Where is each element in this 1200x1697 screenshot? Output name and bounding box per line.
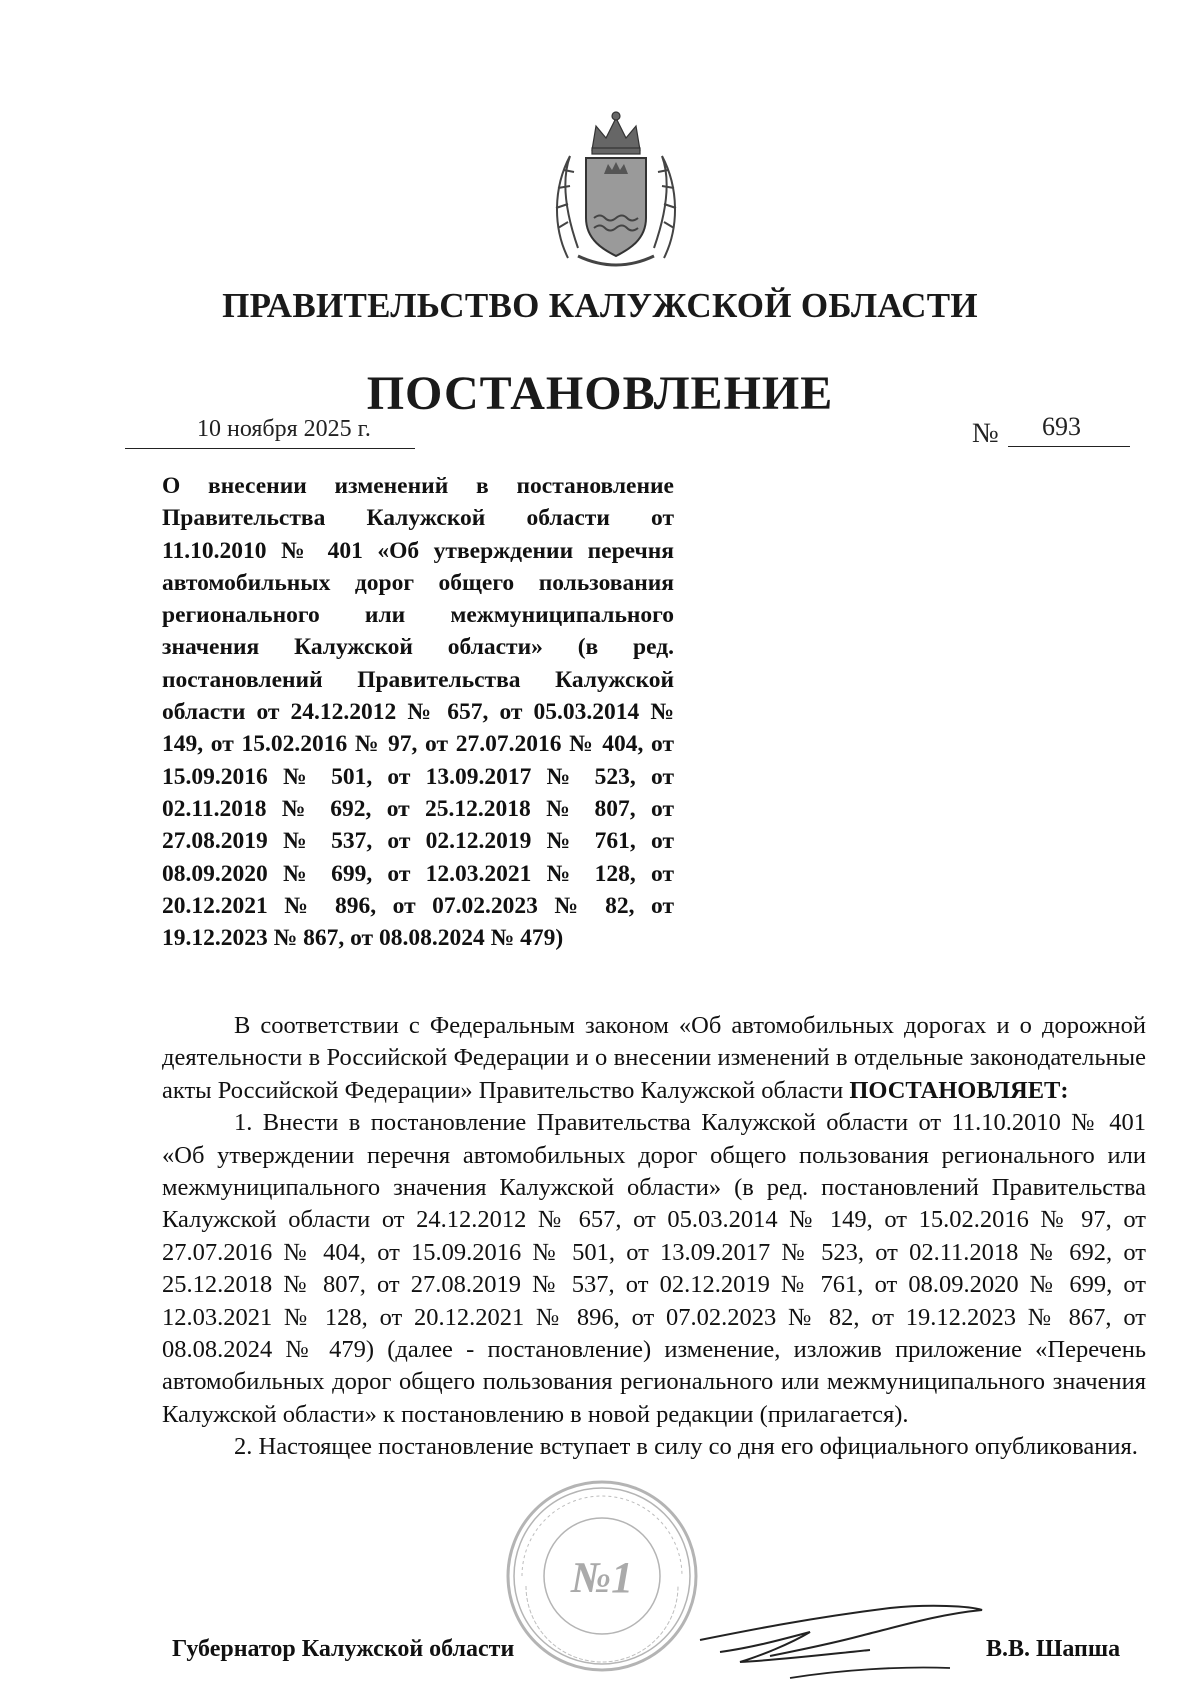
- subject-text: О внесении изменений в постановление Правительства Калужской области от 11.10.2010 № 401 «Об утверждении перечня автомобильных дорог общего пользования регионального или межмуниципального значения Калужской области» (в ред. постановлений Правительства Калужской области от 24.12.2012 № 657, от 05.03.2014 № 149, от 15.02.2016 № 97, от 27.07.2016 № 404, от 15.09.2016 № 501, от 13.09.2017 № 523, от 02.11.2018 № 692, от 25.12.2018 № 807, от 27.08.2019 № 537, от 02.12.2019 № 761, от 08.09.2020 № 699, от 12.03.2021 № 128, от 20.12.2021 № 896, от 07.02.2023 № 82, от 19.12.2023 № 867, от 08.08.2024 № 479): [162, 473, 674, 952]
- official-stamp: [502, 1476, 702, 1676]
- document-date: 10 ноября 2025 г.: [197, 416, 371, 442]
- handwritten-signature: [690, 1600, 990, 1690]
- decree-word: ПОСТАНОВЛЯЕТ:: [849, 1076, 1069, 1104]
- preamble-paragraph: [162, 1010, 1146, 1107]
- item-1-paragraph: 1. Внести в постановление Правительства Калужской области от 11.10.2010 № 401 «Об утверждении перечня автомобильных дорог общего пользования регионального или межмуниципального значения Калужской области» (в ред. постановлений Правительства Калужской области от 24.12.2012 № 657, от 05.03.2014 № 149, от 15.02.2016 № 97, от 27.07.2016 № 404, от 15.09.2016 № 501, от 13.09.2017 № 523, от 02.11.2018 № 692, от 25.12.2018 № 807, от 27.08.2019 № 537, от 02.12.2019 № 761, от 08.09.2020 № 699, от 12.03.2021 № 128, от 20.12.2021 № 896, от 07.02.2023 № 82, от 19.12.2023 № 867, от 08.08.2024 № 479) (далее - постановление) изменение, изложив приложение «Перечень автомобильных дорог общего пользования регионального или межмуниципального значения Калужской области» к постановлению в новой редакции (прилагается).: [162, 1109, 1146, 1428]
- government-title: ПРАВИТЕЛЬСТВО КАЛУЖСКОЙ ОБЛАСТИ: [222, 286, 978, 325]
- stamp-number: №1: [570, 1553, 634, 1602]
- document-number: 693: [1042, 412, 1081, 441]
- preamble-text: В соответствии с Федеральным законом «Об автомобильных дорогах и о дорожной деятельности в Российской Федерации и о внесении изменений в отдельные законодательные акты Российской Федерации» Правительство Калужской области: [162, 1012, 1146, 1104]
- item-2-paragraph: 2. Настоящее постановление вступает в силу со дня его официального опубликования.: [234, 1433, 1138, 1461]
- signatory-name: В.В. Шапша: [986, 1636, 1121, 1662]
- date-field: [125, 416, 415, 449]
- number-sign: №: [972, 418, 999, 449]
- signatory-position: Губернатор Калужской области: [172, 1636, 515, 1662]
- document-subject: [162, 470, 674, 954]
- document-type-title: ПОСТАНОВЛЕНИЕ: [366, 367, 834, 420]
- number-field: [1008, 412, 1130, 447]
- document-body: [162, 1010, 1146, 1464]
- coat-of-arms-emblem: [548, 108, 684, 268]
